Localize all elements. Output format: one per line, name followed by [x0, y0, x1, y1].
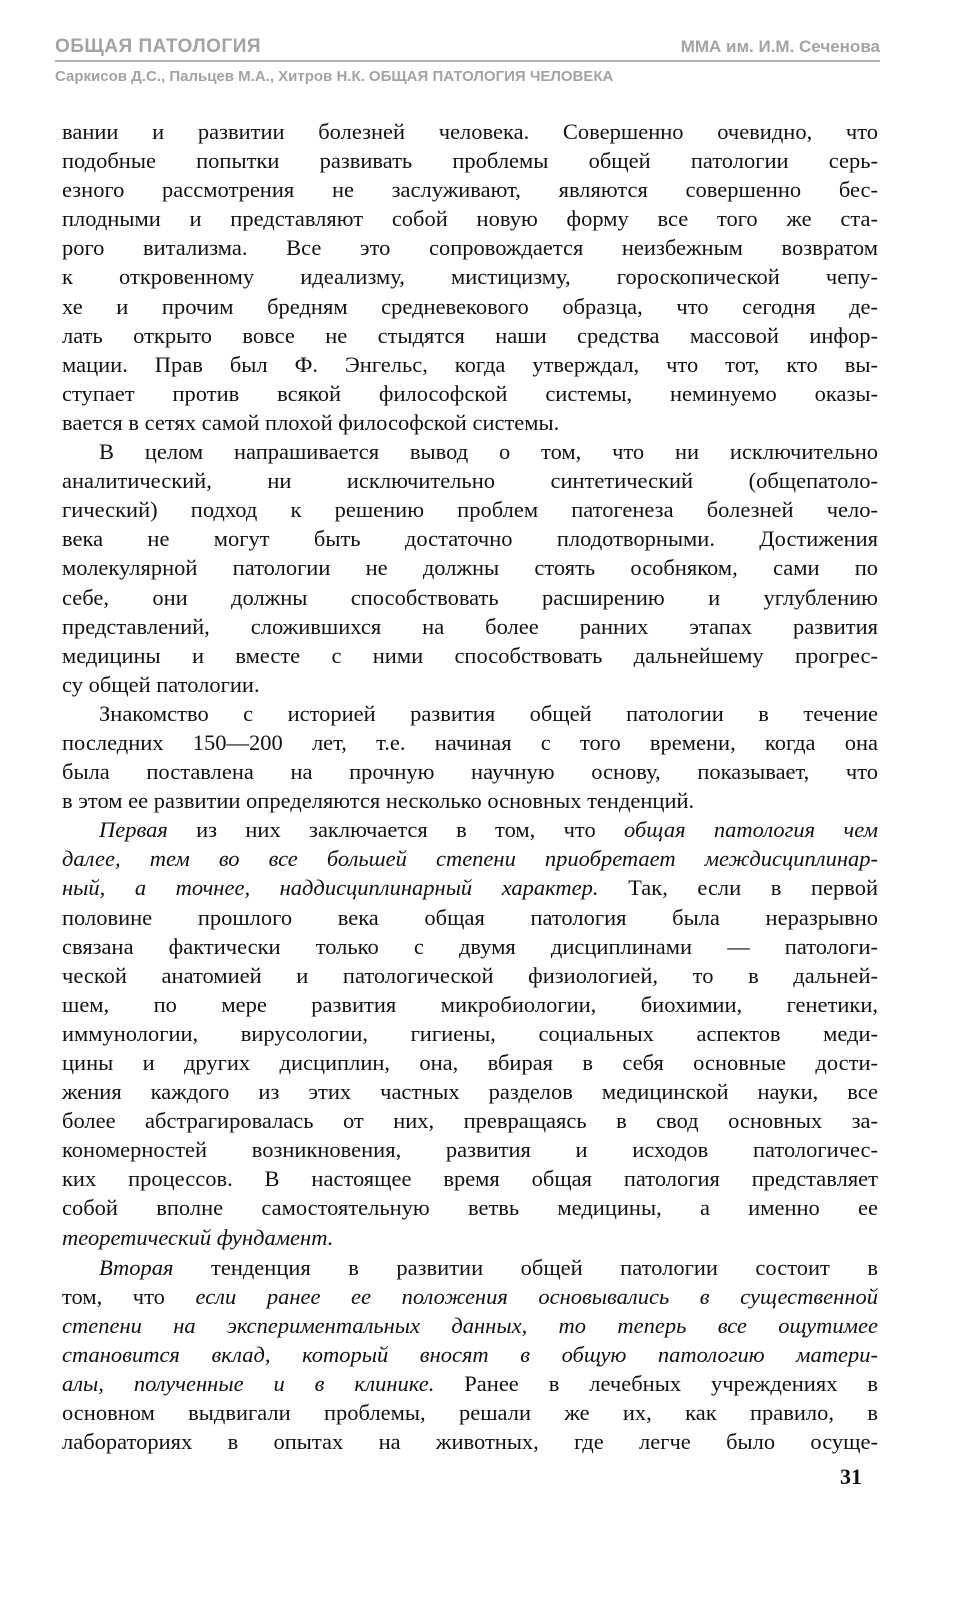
text-line [62, 932, 878, 961]
text-run: ческой анатомией и патологической физиологией, то в дальней- [62, 962, 878, 988]
text-run: аналитический, ни исключительно синтетический (общепатоло- [62, 468, 878, 494]
text-run: Ранее в лечебных учреждениях в [434, 1371, 878, 1397]
text-run: том, что [62, 1283, 196, 1309]
text-line [62, 495, 878, 524]
text-line [62, 175, 878, 204]
text-line [62, 1048, 878, 1077]
text-run: иммунологии, вирусологии, гигиены, социальных аспектов меди- [62, 1020, 878, 1046]
italic-text: далее, тем во все большей степени приобретает междисциплинар- [62, 846, 878, 872]
text-line [62, 873, 878, 902]
italic-text: если ранее ее положения основывались в существенной [195, 1283, 878, 1309]
text-line [62, 1340, 878, 1369]
text-line [62, 903, 878, 932]
italic-text: Вторая [99, 1254, 174, 1280]
text-run: су общей патологии. [62, 671, 260, 697]
header-title: ОБЩАЯ ПАТОЛОГИЯ [55, 36, 262, 57]
text-line [62, 204, 878, 233]
text-run: тенденция в развитии общей патологии состоит в [173, 1254, 878, 1280]
text-run: из них заключается в том, что [167, 817, 625, 843]
italic-text: становится вклад, который вносят в общую патологию матери- [62, 1341, 878, 1367]
text-run: плодными и представляют собой новую форму все того же ста- [62, 206, 878, 232]
text-line [62, 990, 878, 1019]
text-line [62, 466, 878, 495]
italic-text: Первая [99, 817, 168, 843]
text-line [62, 1019, 878, 1048]
text-run: связана фактически только с двумя дисциплинами — патологи- [62, 933, 878, 959]
text-run: в этом ее развитии определяются несколько основных тенденций. [62, 788, 695, 814]
text-run: жения каждого из этих частных разделов медицинской науки, все [62, 1079, 878, 1105]
text-run: себе, они должны способствовать расширению и углублению [62, 584, 878, 610]
text-run: лабораториях в опытах на животных, где легче было осуще- [62, 1429, 878, 1455]
text-run: езного рассмотрения не заслуживают, являются совершенно бес- [62, 177, 878, 203]
paragraph [62, 1253, 878, 1457]
text-line [62, 844, 878, 873]
text-line [62, 1223, 878, 1252]
paragraph [62, 699, 878, 815]
italic-text: общая патология чем [624, 817, 878, 843]
text-run: хе и прочим бредням средневекового образца, что сегодня де- [62, 293, 878, 319]
italic-text: ный, а точнее, наддисциплинарный характер. [62, 875, 599, 901]
text-line [62, 786, 878, 815]
text-run: медицины и вместе с ними способствовать дальнейшему прогрес- [62, 642, 878, 668]
text-run: века не могут быть достаточно плодотворными. Достижения [62, 526, 878, 552]
text-line [62, 670, 878, 699]
text-run: вается в сетях самой плохой философской системы. [62, 409, 560, 435]
text-run: Так, если в первой [598, 875, 878, 901]
text-run: представлений, сложившихся на более ранних этапах развития [62, 613, 878, 639]
text-line [62, 612, 878, 641]
text-line [62, 292, 878, 321]
page-number: 31 [840, 1464, 862, 1489]
body-text [62, 117, 878, 1456]
text-line [62, 699, 878, 728]
text-line [62, 1193, 878, 1222]
text-run: к откровенному идеализму, мистицизму, гороскопической чепу- [62, 264, 878, 290]
text-line [62, 1253, 878, 1282]
text-run: В целом напрашивается вывод о том, что ни исключительно [99, 439, 878, 465]
text-line [62, 1427, 878, 1456]
text-line [62, 379, 878, 408]
text-line [62, 1398, 878, 1427]
text-line [62, 1135, 878, 1164]
paragraph [62, 437, 878, 699]
text-line [62, 1282, 878, 1311]
text-run: последних 150—200 лет, т.е. начиная с того времени, когда она [62, 729, 878, 755]
text-run: собой вполне самостоятельную ветвь медицины, а именно ее [62, 1195, 878, 1221]
text-line [62, 1106, 878, 1135]
text-run: лать открыто вовсе не стыдятся наши средства массовой инфор- [62, 322, 878, 348]
text-line [62, 262, 878, 291]
text-line [62, 553, 878, 582]
text-line [62, 815, 878, 844]
header-institution: ММА им. И.М. Сеченова [680, 37, 880, 56]
text-line [62, 117, 878, 146]
text-line [62, 1311, 878, 1340]
text-line [62, 437, 878, 466]
text-run: молекулярной патологии не должны стоять особняком, сами по [62, 555, 878, 581]
italic-text: теоретический фундамент. [62, 1224, 334, 1250]
text-run: шем, по мере развития микробиологии, биохимии, генетики, [62, 991, 878, 1017]
running-header [55, 36, 880, 85]
text-run: половине прошлого века общая патология была неразрывно [62, 904, 878, 930]
text-line [62, 728, 878, 757]
text-line [62, 233, 878, 262]
text-run: основном выдвигали проблемы, решали же их, как правило, в [62, 1400, 878, 1426]
paragraph [62, 815, 878, 1251]
text-line [62, 350, 878, 379]
text-run: цины и других дисциплин, она, вбирая в себя основные дости- [62, 1050, 878, 1075]
text-run: подобные попытки развивать проблемы общей патологии серь- [62, 148, 878, 174]
text-run: Знакомство с историей развития общей патологии в течение [99, 700, 878, 726]
header-subtitle: Саркисов Д.С., Пальцев М.А., Хитров Н.К. ОБЩАЯ ПАТОЛОГИЯ ЧЕЛОВЕКА [55, 68, 614, 85]
text-line [62, 583, 878, 612]
text-line [62, 524, 878, 553]
italic-text: алы, полученные и в клинике. [62, 1371, 435, 1397]
text-line [62, 1369, 878, 1398]
paragraph [62, 117, 878, 437]
text-run: гический) подход к решению проблем патогенеза болезней чело- [62, 497, 878, 523]
text-run: кономерностей возникновения, развития и исходов патологичес- [62, 1137, 878, 1163]
text-line [62, 757, 878, 786]
text-line [62, 1077, 878, 1106]
text-run: была поставлена на прочную научную основу, показывает, что [62, 759, 878, 785]
text-line [62, 146, 878, 175]
text-run: ступает против всякой философской системы, неминуемо оказы- [62, 380, 878, 406]
header-rule [55, 60, 880, 62]
text-line [62, 961, 878, 990]
text-line [62, 321, 878, 350]
text-line [62, 408, 878, 437]
text-run: рого витализма. Все это сопровождается неизбежным возвратом [62, 235, 878, 261]
text-run: ких процессов. В настоящее время общая патология представляет [62, 1166, 878, 1192]
text-run: мации. Прав был Ф. Энгельс, когда утверждал, что тот, кто вы- [62, 351, 878, 377]
text-line [62, 641, 878, 670]
italic-text: степени на экспериментальных данных, то теперь все ощутимее [62, 1312, 878, 1338]
text-run: вании и развитии болезней человека. Совершенно очевидно, что [62, 119, 878, 144]
text-line [62, 1164, 878, 1193]
text-run: более абстрагировалась от них, превращаясь в свод основных за- [62, 1108, 878, 1134]
